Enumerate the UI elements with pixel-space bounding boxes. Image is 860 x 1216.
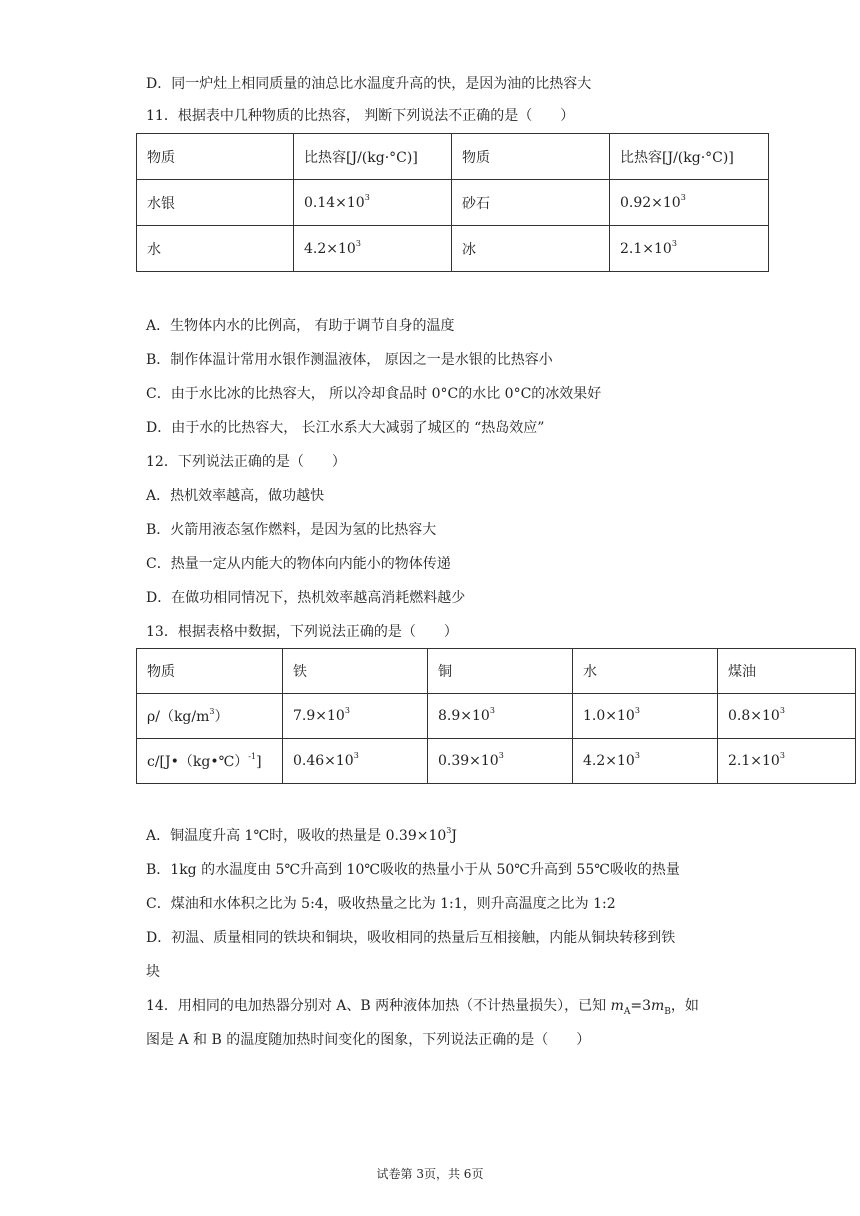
table-cell: 比热容[J/(kg·°C)] [610,134,769,180]
table-row [137,180,769,226]
exponent: 3 [353,751,359,761]
table-cell: 水银 [137,180,294,226]
table-cell [283,694,428,739]
q13-option-a [146,827,457,845]
q13-option-b: B．1kg 的水温度由 5℃升高到 10℃吸收的热量小于从 50℃升高到 55℃吸收的热量 [146,862,680,878]
cell-value: 4.2×10 [304,240,356,257]
table-cell: 比热容[J/(kg·°C)] [294,134,452,180]
table-cell [137,694,283,739]
table-cell: 物质 [137,649,283,694]
table-cell [573,739,718,784]
exponent: 3 [634,751,640,761]
exponent: 3 [489,706,495,716]
subscript-a: A [623,1006,631,1017]
q13-option-d-line2: 块 [146,964,160,980]
table-cell [573,694,718,739]
table-cell: 冰 [452,226,610,272]
q12-option-d: D．在做功相同情况下，热机效率越高消耗燃料越少 [146,590,466,606]
q13-option-d-line1: D．初温、质量相同的铁块和铜块，吸收相同的热量后互相接触，内能从铜块转移到铁 [146,930,676,946]
cell-value: 0.8×10 [728,708,780,724]
exponent: 3 [355,238,361,248]
exponent: 3 [779,751,785,761]
cell-value: 1.0×10 [583,708,635,724]
exponent: 3 [634,706,640,716]
q14-stem-line1 [146,997,699,1015]
q11-option-a: A．生物体内水的比例高， 有助于调节自身的温度 [146,318,455,334]
q12-option-c: C．热量一定从内能大的物体向内能小的物体传递 [146,556,451,572]
q11-stem: 11．根据表中几种物质的比热容， 判断下列说法不正确的是（ ） [146,108,575,124]
q12-option-a: A．热机效率越高，做功越快 [146,488,325,504]
stem-text: 14．用相同的电加热器分别对 A、B 两种液体加热（不计热量损失），已知 [146,998,611,1014]
table-cell [294,180,452,226]
q11-option-c: C．由于水比冰的比热容大， 所以冷却食品时 0°C的水比 0°C的冰效果好 [146,386,602,402]
q11-option-d: D．由于水的比热容大， 长江水系大大减弱了城区的 “热岛效应” [146,420,545,436]
cell-value: 0.46×10 [293,753,354,769]
table-row [137,739,856,784]
row-label-end: ] [256,754,262,770]
table-cell: 铁 [283,649,428,694]
cell-value: 7.9×10 [293,708,345,724]
exponent: 3 [671,238,677,248]
table-cell [718,694,856,739]
exponent: -1 [248,752,257,762]
table-cell: 砂石 [452,180,610,226]
table-cell [428,739,573,784]
q13-table [136,648,856,784]
table-cell [610,226,769,272]
cell-value: 2.1×10 [620,240,672,257]
row-label: c/[J•（kg•℃） [147,754,249,770]
cell-value: 4.2×10 [583,753,635,769]
table-cell: 物质 [452,134,610,180]
table-cell [610,180,769,226]
table-row [137,694,856,739]
cell-value: 0.39×10 [438,753,499,769]
exponent: 3 [209,707,215,717]
subscript-b: B [664,1006,671,1017]
exponent: 3 [364,192,370,202]
row-label-end: ） [214,709,229,725]
table-cell: 铜 [428,649,573,694]
table-cell [137,739,283,784]
table-cell [718,739,856,784]
q14-stem-line2: 图是 A 和 B 的温度随加热时间变化的图象，下列说法正确的是（ ） [146,1032,591,1048]
cell-value: 0.14×10 [304,194,365,211]
page-footer: 试卷第 3页，共 6页 [376,1167,484,1181]
table-cell [294,226,452,272]
exponent: 3 [779,706,785,716]
q11-table [136,133,769,272]
table-cell: 煤油 [718,649,856,694]
exponent: 3 [344,706,350,716]
q10-option-d: D．同一炉灶上相同质量的油总比水温度升高的快，是因为油的比热容大 [146,76,592,92]
table-cell [283,739,428,784]
table-cell [428,694,573,739]
exponent: 3 [498,751,504,761]
q13-stem: 13．根据表格中数据，下列说法正确的是（ ） [146,624,458,640]
cell-value: 2.1×10 [728,753,780,769]
cell-value: 8.9×10 [438,708,490,724]
table-row [137,134,769,180]
cell-value: 0.92×10 [620,194,681,211]
table-cell: 水 [137,226,294,272]
table-row [137,649,856,694]
q12-option-b: B．火箭用液态氢作燃料，是因为氢的比热容大 [146,522,437,538]
row-label: ρ/（kg/m [147,709,210,725]
mass-symbol: m [650,998,665,1014]
q13-option-c: C．煤油和水体积之比为 5:4，吸收热量之比为 1:1，则升高温度之比为 1:2 [146,896,616,912]
q12-stem: 12．下列说法正确的是（ ） [146,454,346,470]
exponent: 3 [446,826,452,836]
mass-symbol: m [610,998,624,1014]
option-text: A．铜温度升高 1℃时，吸收的热量是 0.39×10 [146,828,447,844]
option-unit: J [451,828,458,844]
exponent: 3 [680,192,686,202]
table-cell: 水 [573,649,718,694]
stem-text: ，如 [670,998,699,1014]
table-row [137,226,769,272]
equation-text: =3 [630,998,651,1014]
table-cell: 物质 [137,134,294,180]
q11-option-b: B．制作体温计常用水银作测温液体， 原因之一是水银的比热容小 [146,352,553,368]
